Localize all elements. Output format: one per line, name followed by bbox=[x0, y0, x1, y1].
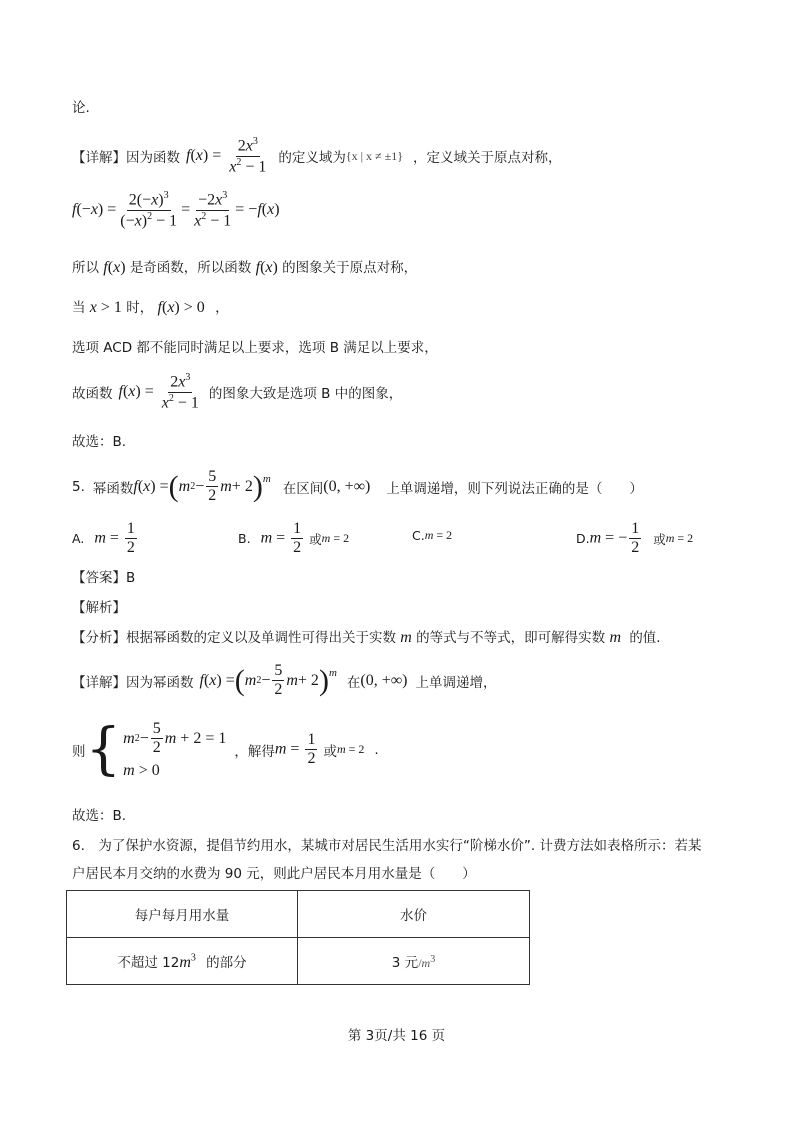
header-price: 水价 bbox=[298, 891, 530, 938]
q5-interval: (0, +∞) bbox=[323, 477, 371, 495]
analysis-text-3: 的值. bbox=[629, 630, 661, 646]
q5-stem-suffix: 上单调递增，则下列说法正确的是（ ） bbox=[386, 480, 643, 497]
text-so: 所以 bbox=[72, 260, 99, 276]
water-price-table bbox=[66, 890, 530, 985]
q5-detail-interval: (0, +∞) bbox=[360, 671, 408, 689]
text-symmetric: ，定义域关于原点对称， bbox=[412, 150, 562, 167]
text-period: . bbox=[374, 741, 379, 758]
text-solve: ，解得 bbox=[234, 743, 275, 760]
conclusion-line bbox=[72, 372, 402, 412]
analysis-text-2: 的等式与不等式，即可解得实数 bbox=[416, 630, 606, 646]
text-odd: 是奇函数，所以函数 bbox=[129, 260, 252, 276]
equation-1: m 2 − $\frac{5}{2}$ m + 2 = 1 bbox=[123, 720, 227, 757]
formula-f-neg-x: f(−x) = $\frac{2(-x)^3}{(-x)^2 - 1}$ = $\frac{-2x^3}{x^2 - 1}$ = −f(x) bbox=[72, 190, 280, 230]
cell-price-value: 3 元 bbox=[391, 955, 419, 971]
text-graph-b: 的图象大致是选项 B 中的图象， bbox=[208, 386, 403, 403]
table-header-row bbox=[67, 891, 530, 938]
inline-m: m bbox=[400, 629, 412, 646]
left-brace: { bbox=[85, 716, 122, 782]
text-comma: ， bbox=[215, 300, 229, 316]
option-d-value: m = − $\frac{1}{2}$ bbox=[589, 520, 640, 557]
detail-label: 【详解】因为函数 bbox=[72, 150, 180, 167]
question-5-stem bbox=[72, 468, 643, 506]
option-b[interactable] bbox=[238, 520, 349, 558]
domain-set: {x | x ≠ ±1} bbox=[345, 148, 403, 163]
cell-usage-suffix: 的部分 bbox=[206, 954, 247, 971]
option-b-label: B. bbox=[238, 531, 251, 547]
answer-tag: 【答案】B bbox=[72, 570, 136, 586]
option-b-value-2: m = 2 bbox=[321, 531, 350, 546]
inline-m-2: m bbox=[609, 629, 622, 646]
option-a-value: m = $\frac{1}{2}$ bbox=[94, 520, 135, 557]
table-row bbox=[67, 938, 530, 985]
q5-power-function: f ( x ) = ( m 2 − $\frac{5}{2}$ m + 2 ) m bbox=[133, 468, 271, 505]
question-6-line-1: 6. 为了保护水资源，提倡节约用水，某城市对居民生活用水实行“阶梯水价”. 计费方法如表格所示：若某 bbox=[72, 838, 702, 854]
equation-system bbox=[123, 720, 226, 780]
option-c-value: m = 2 bbox=[424, 528, 453, 542]
choice-line-1: 故选：B. bbox=[72, 434, 127, 450]
inline-x-gt-1: x > 1 bbox=[89, 299, 122, 316]
options-line: 选项 ACD 都不能同时满足以上要求，选项 B 满足以上要求， bbox=[72, 340, 438, 356]
unit-m3-price: $/m^3$ bbox=[418, 954, 436, 970]
q5-detail-prefix: 【详解】因为幂函数 bbox=[72, 674, 194, 691]
page-footer: 第 3页/共 16 页 bbox=[347, 1028, 446, 1044]
option-a-label: A. bbox=[72, 531, 85, 547]
q5-interval-text: 在区间 bbox=[282, 480, 324, 497]
cell-price bbox=[298, 938, 530, 985]
inline-fx-2: f(x) bbox=[255, 259, 278, 276]
solution-2: m = 2 bbox=[336, 742, 365, 757]
text-domain: 的定义域为 bbox=[278, 150, 346, 167]
inequality-1: m > 0 bbox=[123, 761, 160, 779]
solution-1: m = $\frac{1}{2}$ bbox=[274, 731, 316, 768]
text-or: 或 bbox=[323, 743, 337, 760]
text-time: 时， bbox=[126, 300, 154, 316]
detail-line-1 bbox=[72, 136, 561, 176]
header-usage: 每户每月用水量 bbox=[67, 891, 298, 938]
text-then: 则 bbox=[72, 743, 86, 760]
inline-fx-gt-0: f(x) > 0 bbox=[157, 299, 205, 316]
option-c[interactable] bbox=[412, 528, 452, 543]
q5-stem-prefix: 幂函数 bbox=[92, 480, 134, 497]
analysis-tag: 【解析】 bbox=[72, 600, 126, 616]
question-6-line-2: 户居民本月交纳的水费为 90 元，则此户居民本月用水量是（ ） bbox=[72, 866, 476, 882]
unit-m3: $m^3$ bbox=[179, 952, 196, 971]
text-fragment: 论. bbox=[72, 100, 90, 116]
analysis-text: 【分析】根据幂函数的定义以及单调性可得出关于实数 bbox=[72, 630, 396, 646]
q5-system-line bbox=[72, 716, 379, 782]
q5-number: 5. bbox=[72, 478, 85, 495]
inline-fx: f(x) bbox=[103, 259, 126, 276]
option-a[interactable] bbox=[72, 520, 139, 558]
option-d-label: D. bbox=[576, 531, 590, 547]
condition-line bbox=[72, 296, 229, 317]
option-d[interactable] bbox=[576, 520, 693, 558]
cell-usage bbox=[67, 938, 298, 985]
q5-detail-mid: 在 bbox=[346, 674, 361, 691]
option-b-or: 或 bbox=[309, 531, 322, 547]
analysis-line bbox=[72, 626, 661, 647]
text-therefore: 故函数 bbox=[72, 386, 113, 403]
option-d-or: 或 bbox=[653, 531, 666, 547]
q5-detail-suffix: 上单调递增， bbox=[415, 674, 497, 691]
text-when: 当 bbox=[72, 300, 86, 316]
q5-detail-line bbox=[72, 662, 496, 700]
option-b-value: m = $\frac{1}{2}$ bbox=[260, 520, 302, 557]
q5-detail-formula: f ( x ) = ( m 2 − $\frac{5}{2}$ m + 2 ) m bbox=[199, 662, 337, 699]
cell-usage-prefix: 不超过 12 bbox=[117, 954, 180, 971]
option-c-label: C. bbox=[412, 528, 425, 543]
formula-fx-2: f(x) = $\frac{2x^3}{x^2 - 1}$ bbox=[118, 372, 199, 412]
odd-function-line bbox=[72, 256, 417, 277]
choice-line-2: 故选：B. bbox=[72, 808, 127, 824]
formula-fx: f(x) = $\frac{2x^3}{x^2 - 1}$ bbox=[186, 136, 267, 176]
option-d-value-2: m = 2 bbox=[665, 531, 694, 546]
text-graph-sym: 的图象关于原点对称， bbox=[282, 260, 418, 276]
